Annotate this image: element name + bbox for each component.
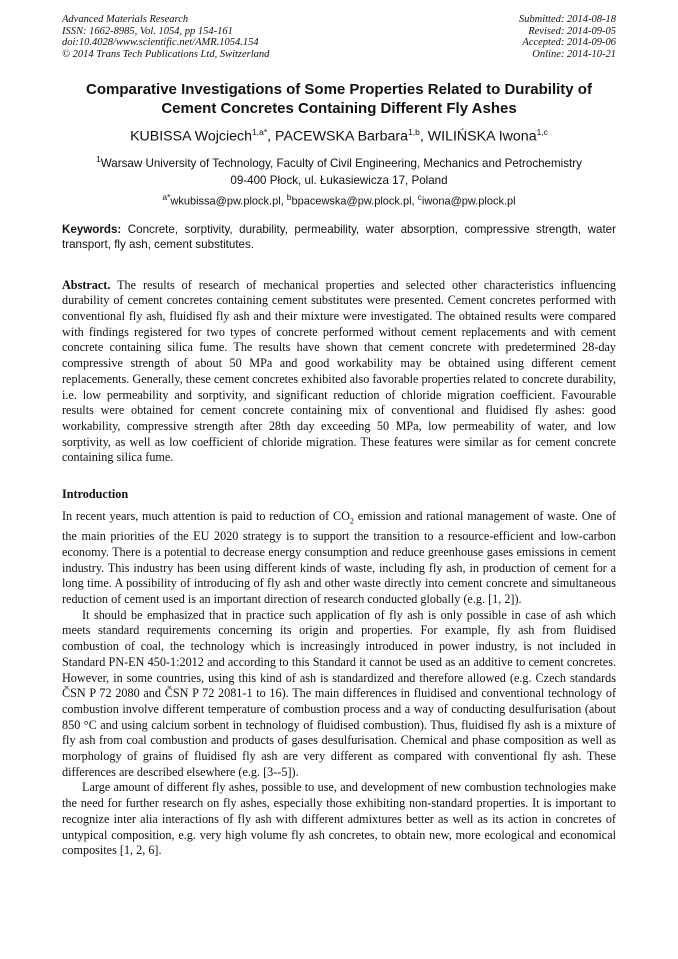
author-affiliation-mark: 1,c	[536, 127, 548, 138]
intro-paragraph-1	[62, 509, 616, 608]
publication-dates	[519, 14, 616, 60]
keywords-label: Keywords:	[62, 222, 122, 236]
accepted-date: Accepted: 2014-09-06	[522, 37, 616, 49]
submitted-date: Submitted: 2014-08-18	[518, 14, 616, 25]
paragraph-text: In recent years, much attention is paid to reduction of CO	[62, 509, 350, 524]
copyright-line: © 2014 Trans Tech Publications Ltd, Switzerland	[62, 48, 270, 60]
revised-date: Revised: 2014-09-05	[528, 25, 616, 37]
affiliation-address: 09-400 Płock, ul. Łukasiewicza 17, Poland	[230, 173, 448, 187]
email-link[interactable]: wkubissa@pw.plock.pl,	[170, 195, 287, 208]
title-line: Cement Concretes Containing Different Fly Ashes	[161, 100, 517, 118]
affiliation-institution: Warsaw University of Technology, Faculty of Civil Engineering, Mechanics and Petrochemistry	[100, 156, 582, 170]
subscript: 2	[349, 516, 354, 526]
publication-header	[62, 14, 616, 60]
intro-paragraph-2: It should be emphasized that in practice such application of fly ash is only possible in case of ash which meets standard requirements concerning its origin and properties. For example, fly ash from fluidised combustion of coal, the technology which is increasingly introduced in power industry, is not included in Standard PN-EN 450-1:2012 and according to this Standard it cannot be used as an additive to cement concretes. However, in some countries, using this kind of ash is standardized and therefore allowed (e.g. Czech standards ČSN P 72 2080 and ČSN P 72 2081-1 to 16). The main differences in fluidised and conventional technology of combustion involve different temperature of combustion process and a way of conducting desulfurisation (about 850 °C and using calcium sorbent in technology of fluidised combustion). Thus, fluidised fly ash is a mixture of fly ash from coal combustion and products of gases desulfurisation. Chemical and phase composition as well as morphology of grains of fluidised fly ash are very different as compared with conventional fly ash. These differences are described elsewhere (e.g. [3--5]).	[62, 607, 616, 779]
author-list	[62, 123, 616, 147]
abstract-paragraph	[62, 278, 616, 466]
author-affiliation-mark: 1,b	[408, 127, 420, 138]
paragraph-text: emission and rational management of waste. One of the main priorities of the EU 2020 strategy is to support the transition to a resource-efficient and low-carbon economy. There is a potential to decrease energy consumption and reduce greenhouse gases emissions in cement industry. This industry has been using different kinds of waste, including fly ash, in production of cement for a long time. A possibility of introducing of fly ash and other waste directly into cement concrete and simultaneous reduction of cement used is an important direction of research conducted globally (e.g. [1, 2]).	[62, 509, 616, 607]
issn-line: ISSN: 1662-8985, Vol. 1054, pp 154-161	[62, 25, 233, 37]
affiliation-block	[62, 151, 616, 211]
email-mark: b	[286, 191, 292, 202]
keywords-paragraph	[62, 222, 616, 253]
intro-paragraph-3: Large amount of different fly ashes, possible to use, and development of new combustion technologies make the need for further research on fly ashes, especially those exhibiting non-standard properties. It is important to recognize inter alia interactions of fly ash with different admixtures better as well as its action in concretes of untypical composition, e.g. very high volume fly ash concretes, to obtain new, more ecological and economical composites [1, 2, 6].	[62, 780, 616, 858]
paper-title	[62, 80, 616, 118]
title-line: Comparative Investigations of Some Properties Related to Durability of	[86, 81, 592, 99]
affiliation-line	[62, 151, 616, 172]
author-name: PACEWSKA Barbara	[275, 129, 409, 146]
journal-name: Advanced Materials Research	[62, 14, 189, 25]
keywords-text: Concrete, sorptivity, durability, permeability, water absorption, compressive strength, water transport, fly ash, cement substitutes.	[62, 222, 616, 252]
email-mark: c	[417, 191, 422, 202]
journal-info	[62, 14, 269, 60]
abstract-label: Abstract.	[62, 277, 111, 292]
author-name: KUBISSA Wojciech	[130, 129, 253, 146]
author-separator: ,	[267, 129, 276, 146]
email-mark: a*	[162, 191, 171, 202]
author-name: WILIŃSKA Iwona	[427, 129, 537, 146]
affiliation-mark: 1	[96, 154, 101, 165]
email-link[interactable]: bpacewska@pw.plock.pl,	[291, 195, 418, 208]
section-heading-introduction: Introduction	[62, 487, 129, 502]
author-affiliation-mark: 1,a*	[252, 127, 268, 138]
online-date: Online: 2014-10-21	[532, 48, 616, 60]
abstract-text: The results of research of mechanical properties and selected other characteristics influencing durability of cement concretes containing cement substitutes were presented. Cement concretes performed with conventional fly ash, fluidised fly ash and their mixture were investigated. The obtained results were compared with findings registered for two types of concrete performed without cement replacements and with cement concrete containing silica fume. The results have shown that cement concrete with predetermined 28-day compressive strength of about 50 MPa and good workability may be obtained using different cement replacements. Generally, these cement concretes exhibited also favorable properties related to concrete durability, i.e. low permeability and sorptivity, and significant reduction of chloride migration coefficient. Favourable results were obtained for cement concrete containing mix of conventional and fluidised fly ashes: good workability, compressive strength after 28th day exceeding 50 MPa, low permeability of water, and low sorptivity, as well as low coefficient of chloride migration. These features were similar as for cement concrete containing silica fume.	[62, 277, 616, 465]
author-emails	[62, 189, 616, 211]
email-link[interactable]: iwona@pw.plock.pl	[421, 195, 516, 208]
author-separator: ,	[419, 129, 428, 146]
doi-line: doi:10.4028/www.scientific.net/AMR.1054.154	[62, 37, 259, 49]
